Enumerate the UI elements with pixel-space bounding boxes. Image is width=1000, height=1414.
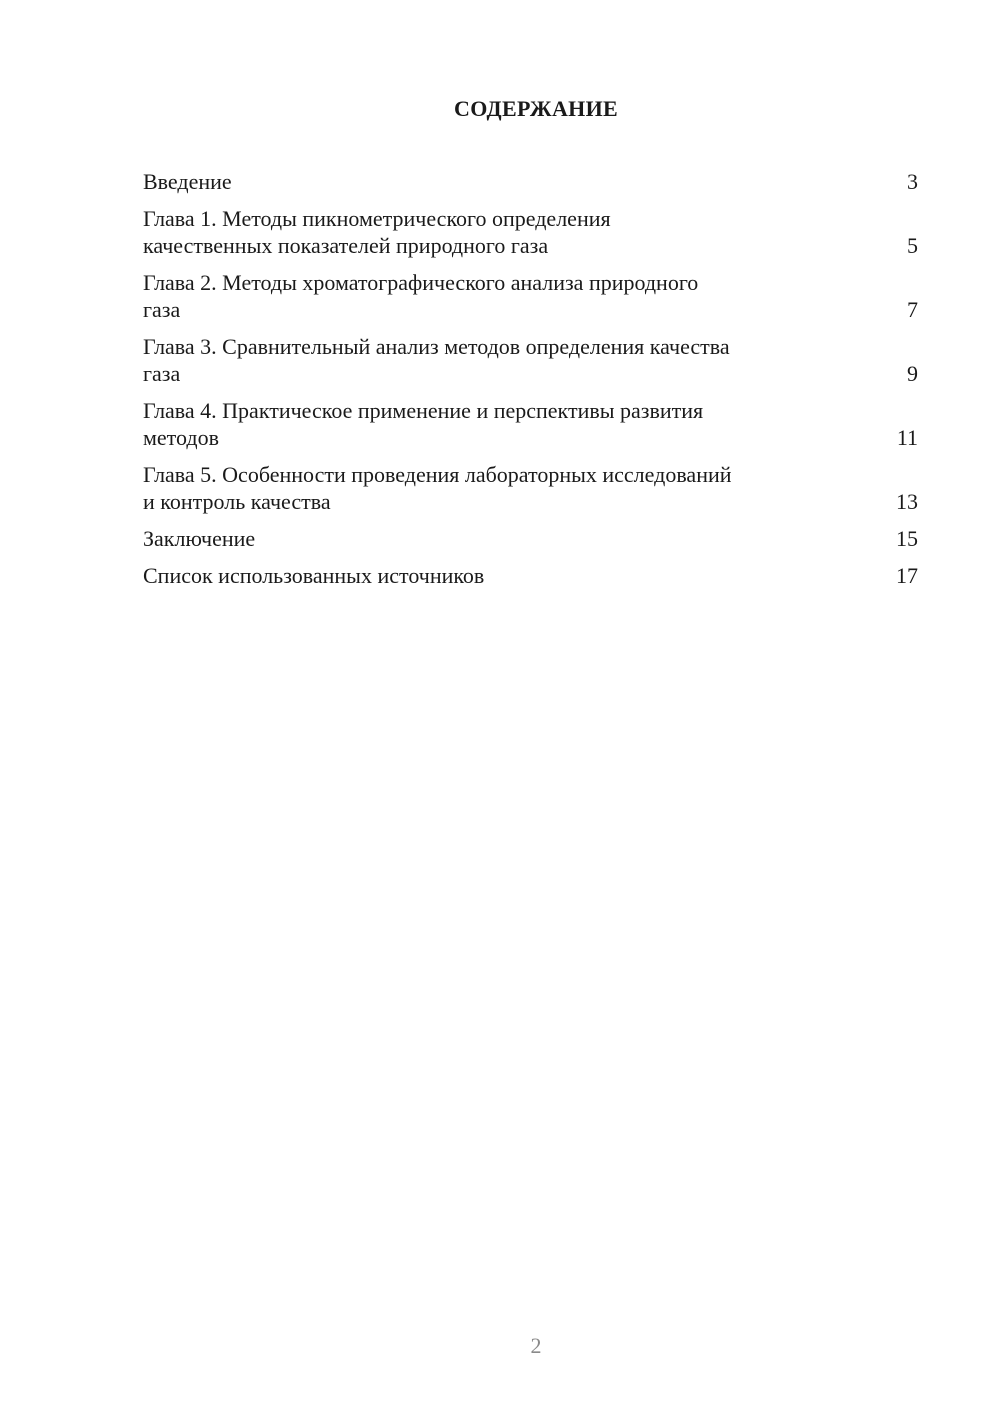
toc-entry-title: Список использованных источников <box>143 563 485 588</box>
toc-entry-page: 9 <box>907 361 918 386</box>
toc-entry-page: 15 <box>896 526 918 551</box>
toc-entry-conclusion[interactable] <box>143 525 918 552</box>
toc-entry-title: Глава 2. Методы хроматографического анализа природного газа <box>143 270 699 322</box>
toc-entry-title: Заключение <box>143 526 256 551</box>
toc-entry-page: 17 <box>896 563 918 588</box>
toc-entry-chapter-4[interactable] <box>143 397 918 451</box>
toc-entry-chapter-1[interactable] <box>143 205 918 259</box>
toc-entry-chapter-5[interactable] <box>143 461 918 515</box>
page-title: СОДЕРЖАНИЕ <box>454 96 618 121</box>
table-of-contents <box>143 168 918 599</box>
toc-entry-page: 3 <box>907 169 918 194</box>
page-number: 2 <box>530 1333 542 1358</box>
toc-entry-title: Глава 5. Особенности проведения лабораторных исследований и контроль качества <box>143 462 732 514</box>
toc-entry-title: Глава 3. Сравнительный анализ методов определения качества газа <box>143 334 730 386</box>
toc-entry-title: Введение <box>143 169 232 194</box>
toc-entry-title: Глава 1. Методы пикнометрического определения качественных показателей природного газа <box>143 206 611 258</box>
toc-entry-references[interactable] <box>143 562 918 589</box>
toc-entry-chapter-2[interactable] <box>143 269 918 323</box>
toc-entry-page: 13 <box>896 489 918 514</box>
toc-entry-page: 7 <box>907 297 918 322</box>
toc-entry-title: Глава 4. Практическое применение и перспективы развития методов <box>143 398 704 450</box>
toc-entry-chapter-3[interactable] <box>143 333 918 387</box>
toc-entry-page: 5 <box>907 233 918 258</box>
toc-entry-page: 11 <box>896 425 918 450</box>
toc-entry-introduction[interactable] <box>143 168 918 195</box>
